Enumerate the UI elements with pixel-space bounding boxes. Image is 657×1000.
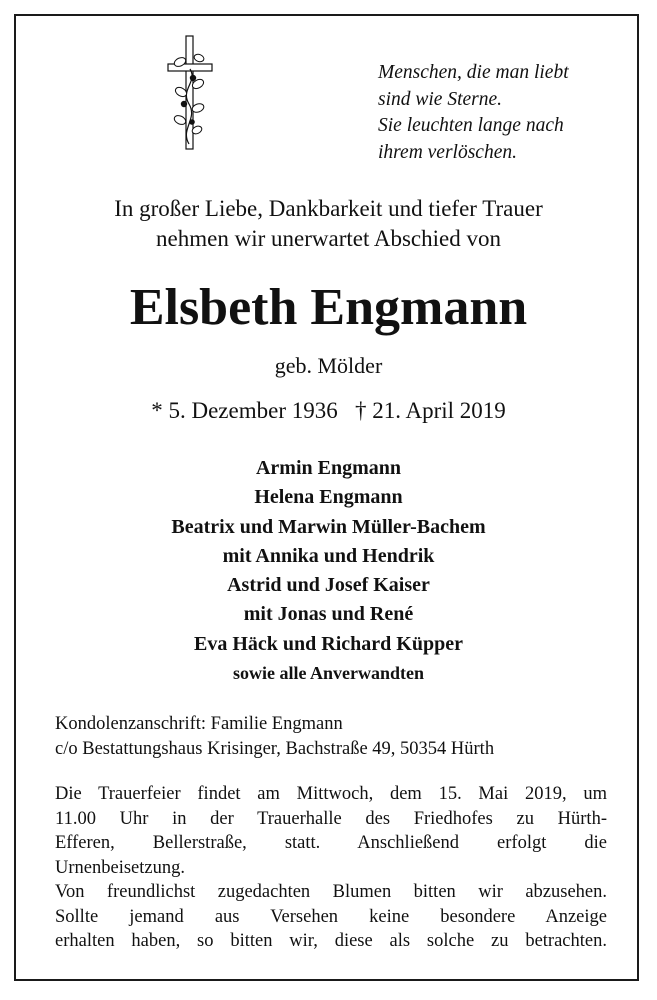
mourner-line: Helena Engmann [254,486,403,509]
mourner-line: Eva Häck und Richard Küpper [194,632,463,655]
intro-line: nehmen wir unerwartet Abschied von [156,226,501,251]
info-line: Efferen, Bellerstraße, statt. Anschließend erfolgt die [55,833,607,853]
info-line: Sollte jemand aus Versehen keine besondere Anzeige [55,906,607,927]
life-dates: * 5. Dezember 1936 † 21. April 2019 [151,398,506,423]
mourner-line: sowie alle Anverwandten [233,663,424,684]
mourner-line: Beatrix und Marwin Müller-Bachem [171,515,486,538]
quote-line: Menschen, die man liebt [378,62,569,83]
mourners-list [0,454,657,688]
intro-line: In großer Liebe, Dankbarkeit und tiefer Trauer [114,196,543,221]
quote-line: ihrem verlöschen. [378,141,517,163]
condolence-line: Kondolenzanschrift: Familie Engmann [55,714,343,734]
info-line: Urnenbeisetzung. [55,857,185,878]
quote-line: sind wie Sterne. [378,88,503,110]
condolence-address [55,712,615,761]
info-line: Die Trauerfeier findet am Mittwoch, dem 15. Mai 2019, um [55,784,607,804]
mourner-line: Armin Engmann [255,457,402,479]
intro-text [0,194,657,254]
info-line: Von freundlichst zugedachten Blumen bitten wir abzusehen. [55,882,607,902]
memorial-quote [378,60,618,166]
funeral-information [55,782,607,954]
mourner-line: mit Annika und Hendrik [222,544,435,567]
info-line: 11.00 Uhr in der Trauerhalle des Friedhofes zu Hürth- [55,808,607,829]
info-line: erhalten haben, so bitten wir, diese als solche zu betrachten. [55,931,607,951]
quote-line: Sie leuchten lange nach [378,115,564,136]
condolence-line: c/o Bestattungshaus Krisinger, Bachstraße 49, 50354 Hürth [55,738,495,759]
mourner-line: mit Jonas und René [243,603,414,626]
mourner-line: Astrid und Josef Kaiser [227,574,430,597]
cross-with-roses-icon [162,34,218,152]
deceased-name: Elsbeth Engmann [129,279,528,336]
birth-name: geb. Mölder [274,353,383,378]
